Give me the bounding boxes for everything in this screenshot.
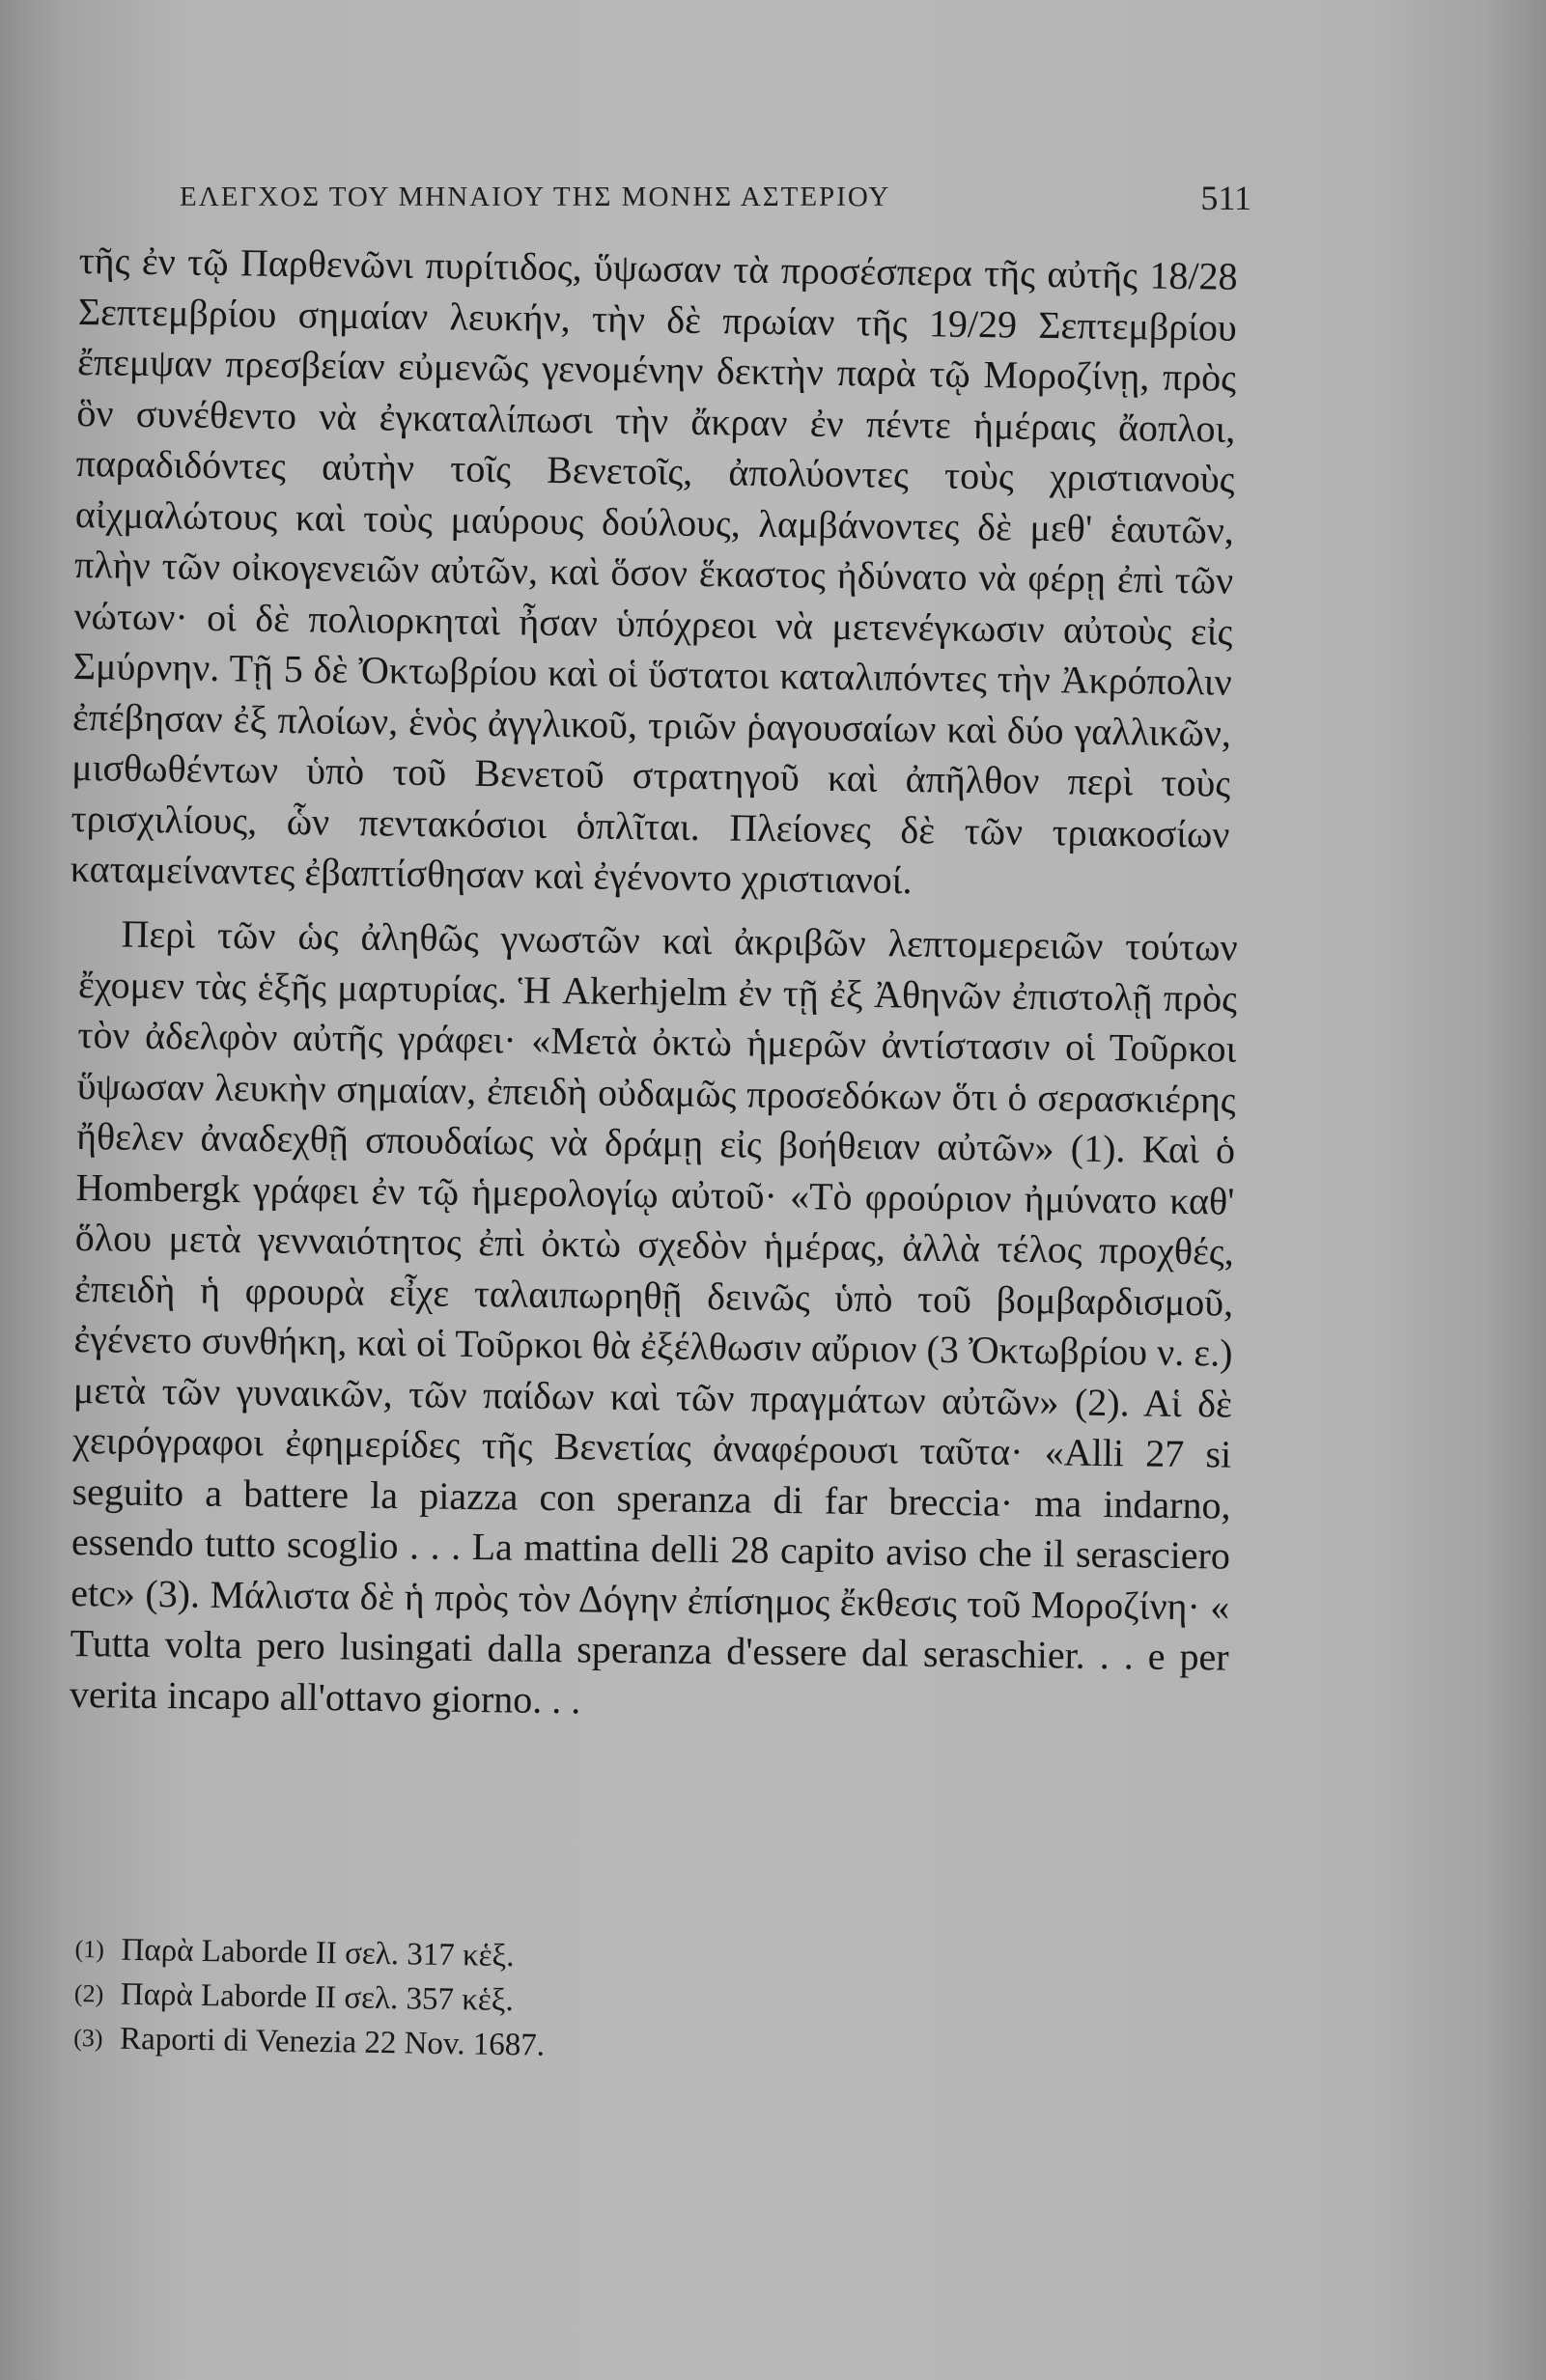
footnote-mark: (1)	[74, 1934, 105, 1964]
paragraph: Περὶ τῶν ὡς ἀληθῶς γνωστῶν καὶ ἀκριβῶν λεπτομερειῶν τούτων ἔχομεν τὰς ἑξῆς μαρτυρίας. Ἡ Akerhjelm ἐν τῇ ἐξ Ἀθηνῶν ἐπιστολῇ πρὸς τὸν ἀδελφὸν αὐτῆς γράφει· «Μετὰ ὀκτὼ ἡμερῶν ἀντίστασιν οἱ Τοῦρκοι ὕψωσαν λευκὴν σημαίαν, ἐπειδὴ οὐδαμῶς προσεδόκων ὅτι ὁ σερασκιέρης ἤθελεν ἀναδεχθῇ σπουδαίως νὰ δράμῃ εἰς βοήθειαν αὐτῶν» (1). Καὶ ὁ Hombergk γράφει ἐν τῷ ἡμερολογίῳ αὐτοῦ· «Τὸ φρούριον ἠμύνατο καθ' ὅλου μετὰ γενναιότητος ἐπὶ ὀκτὼ σχεδὸν ἡμέρας, ἀλλὰ τέλος προχθές, ἐπειδὴ ἡ φρουρὰ εἶχε ταλαιπωρηθῇ δεινῶς ὑπὸ τοῦ βομβαρδισμοῦ, ἐγένετο συνθήκη, καὶ οἱ Τοῦρκοι θὰ ἐξέλθωσιν αὔριον (3 Ὀκτωβρίου ν. ε.) μετὰ τῶν γυναικῶν, τῶν παίδων καὶ τῶν πραγμάτων αὐτῶν» (2). Αἱ δὲ χειρόγραφοι ἐφημερίδες τῆς Βενετίας ἀναφέρουσι ταῦτα· «Alli 27 si seguito a battere la piazza con speranza di far breccia· ma indarno, essendo tutto scoglio . . . La mattina delli 28 capito aviso che il serasciero etc» (3). Μάλιστα δὲ ἡ πρὸς τὸν Δόγην ἐπίσημος ἔκθεσις τοῦ Μοροζίνη· « Tutta volta pero lusingati dalla speranza d'essere dal seraschier. . . e per verita incapo all'ottavo giorno. . .	[69, 911, 1238, 1722]
paragraph: τῆς ἐν τῷ Παρθενῶνι πυρίτιδος, ὕψωσαν τὰ προσέσπερα τῆς αὐτῆς 18/28 Σεπτεμβρίου σημαίαν λευκήν, τὴν δὲ πρωίαν τῆς 19/29 Σεπτεμβρίου ἔπεμψαν πρεσβείαν εὐμενῶς γενομένην δεκτὴν παρὰ τῷ Μοροζίνῃ, πρὸς ὃν συνέθεντο νὰ ἐγκαταλίπωσι τὴν ἄκραν ἐν πέντε ἡμέραις ἄοπλοι, παραδιδόντες αὐτὴν τοῖς Βενετοῖς, ἀπολύοντες τοὺς χριστιανοὺς αἰχμαλώτους καὶ τοὺς μαύρους δούλους, λαμβάνοντες δὲ μεθ' ἑαυτῶν, πλὴν τῶν οἰκογενειῶν αὐτῶν, καὶ ὅσον ἕκαστος ἠδύνατο νὰ φέρῃ ἐπὶ τῶν νώτων· οἱ δὲ πολιορκηταὶ ἦσαν ὑπόχρεοι νὰ μετενέγκωσιν αὐτοὺς εἰς Σμύρνην. Τῇ 5 δὲ Ὀκτωβρίου καὶ οἱ ὕστατοι καταλιπόντες τὴν Ἀκρόπολιν ἐπέβησαν ἐξ πλοίων, ἑνὸς ἀγγλικοῦ, τριῶν ῥαγουσαίων καὶ δύο γαλλικῶν, μισθωθέντων ὑπὸ τοῦ Βενετοῦ στρατηγοῦ καὶ ἀπῆλθον περὶ τοὺς τρισχιλίους, ὧν πεντακόσιοι ὁπλῖται. Πλείονες δὲ τῶν τριακοσίων καταμείναντες ἐβαπτίσθησαν καὶ ἐγένοντο χριστιανοί.	[70, 238, 1238, 903]
footnote-text: Παρὰ Laborde II σελ. 317 κἑξ.	[121, 1932, 515, 1974]
page-header	[180, 179, 1251, 230]
footnotes	[73, 1927, 848, 2073]
footnote-mark: (3)	[72, 2023, 103, 2053]
running-title: ΕΛΕΓΧΟΣ ΤΟΥ ΜΗΝΑΙΟΥ ΤΗΣ ΜΟΝΗΣ ΑΣΤΕΡΙΟΥ	[180, 182, 891, 212]
footnote-text: Raporti di Venezia 22 Nov. 1687.	[119, 2021, 546, 2063]
main-text	[69, 236, 1238, 1722]
page-number: 511	[1200, 179, 1251, 217]
footnote-mark: (2)	[73, 1978, 104, 2008]
footnote-text: Παρὰ Laborde II σελ. 357 κἑξ.	[120, 1976, 515, 2019]
